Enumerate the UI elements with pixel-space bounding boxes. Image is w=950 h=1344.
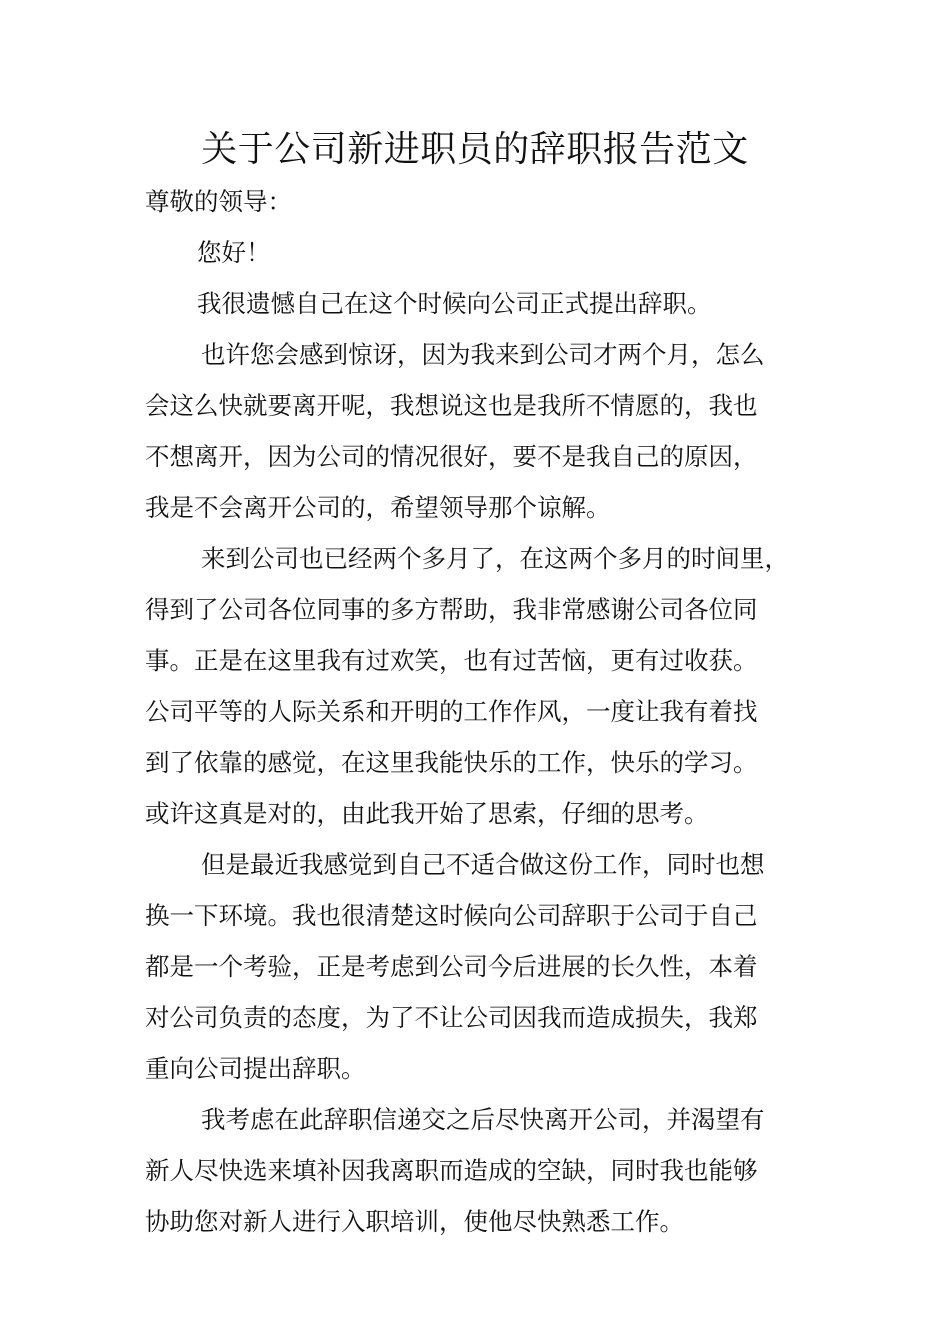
paragraph-line: 都是一个考验，正是考虑到公司今后进展的长久性，本着 [145,952,758,981]
paragraph-line: 我考虑在此辞职信递交之后尽快离开公司，并渴望有 [201,1105,765,1134]
document-title: 关于公司新进职员的辞职报告范文 [201,129,749,170]
paragraph-line: 但是最近我感觉到自己不适合做这份工作，同时也想 [201,850,765,879]
salutation: 尊敬的领导： [145,187,292,216]
greeting: 您好！ [197,238,271,267]
document-body [145,176,825,1247]
paragraph-line: 换一下环境。我也很清楚这时候向公司辞职于公司于自己 [145,901,758,930]
paragraph-line: 新人尽快选来填补因我离职而造成的空缺，同时我也能够 [145,1156,758,1185]
paragraph-line: 事。正是在这里我有过欢笑，也有过苦恼，更有过收获。 [145,646,758,675]
paragraph-line: 来到公司也已经两个多月了，在这两个多月的时间里， [201,544,789,573]
paragraph-line: 公司平等的人际关系和开明的工作作风，一度让我有着找 [145,697,758,726]
paragraph-line: 会这么快就要离开呢，我想说这也是我所不情愿的，我也 [145,391,758,420]
paragraph-line: 我是不会离开公司的，希望领导那个谅解。 [145,493,611,522]
paragraph-line: 也许您会感到惊讶，因为我来到公司才两个月，怎么 [201,340,765,369]
paragraph-line: 对公司负责的态度，为了不让公司因我而造成损失，我郑 [145,1003,758,1032]
paragraph-line: 或许这真是对的，由此我开始了思索，仔细的思考。 [145,799,709,828]
paragraph-line: 到了依靠的感觉，在这里我能快乐的工作，快乐的学习。 [145,748,758,777]
paragraph-line: 协助您对新人进行入职培训，使他尽快熟悉工作。 [145,1207,684,1236]
paragraph-line: 不想离开，因为公司的情况很好，要不是我自己的原因， [145,442,758,471]
paragraph-line: 得到了公司各位同事的多方帮助，我非常感谢公司各位同 [145,595,758,624]
paragraph-line: 我很遗憾自己在这个时候向公司正式提出辞职。 [197,289,712,318]
paragraph-line: 重向公司提出辞职。 [145,1054,366,1083]
